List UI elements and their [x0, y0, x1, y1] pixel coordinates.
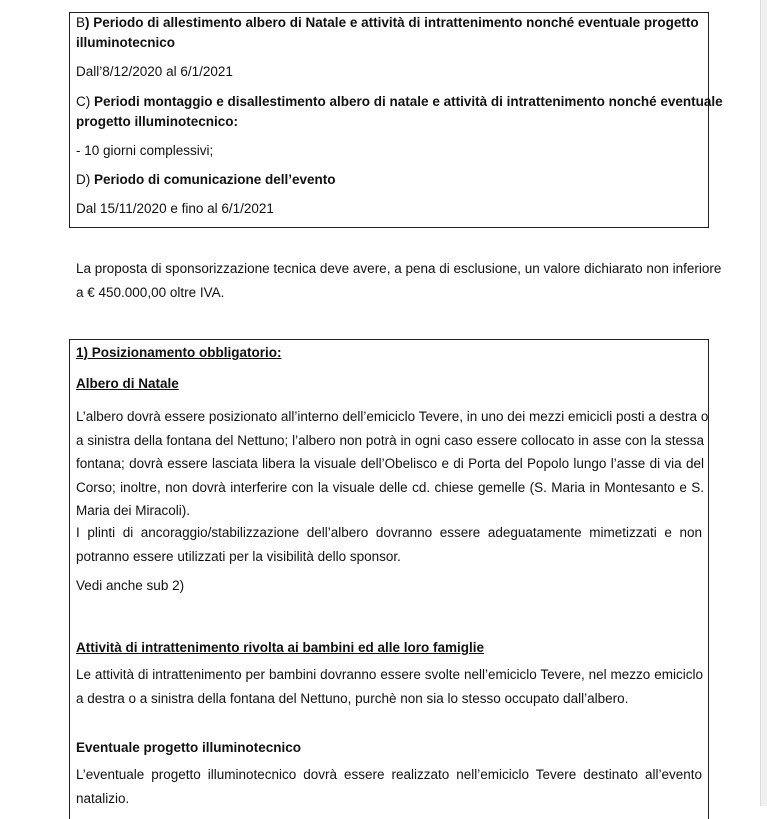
albero-paragraph-2 — [76, 521, 702, 568]
progetto-heading: Eventuale progetto illuminotecnico — [76, 740, 302, 755]
attivita-line: Le attività di intrattenimento per bambini dovranno essere svolte nell’emiciclo Tevere, nel mezzo emiciclo — [76, 667, 703, 682]
period-c-prefix: C) — [76, 94, 94, 109]
progetto-line: L’eventuale progetto illuminotecnico dovrà essere realizzato nell’emiciclo Tevere destinato all’evento — [76, 767, 702, 782]
period-b-title-text: ) Periodo di allestimento albero di Natale e attività di intrattenimento nonché eventuale progetto — [85, 15, 699, 30]
period-c-title-text: Periodi montaggio e disallestimento albero di natale e attività di intrattenimento nonché eventuale — [94, 94, 723, 109]
proposal-line-1: La proposta di sponsorizzazione tecnica deve avere, a pena di esclusione, un valore dichiarato non inferiore — [76, 261, 722, 276]
period-b-prefix: B — [76, 15, 86, 30]
attivita-paragraph — [76, 663, 703, 710]
period-d-title-text: Periodo di comunicazione dell’evento — [94, 172, 336, 187]
albero-p1-line: a sinistra della fontana del Nettuno; l’albero non potrà in ogni caso essere collocato in asse con la stessa — [76, 432, 704, 448]
viewer-edge — [760, 0, 767, 806]
progetto-line: natalizio. — [76, 790, 130, 806]
progetto-paragraph — [76, 763, 702, 810]
albero-p1-line: Maria dei Miracoli). — [76, 503, 191, 518]
period-c-item: - 10 giorni complessivi; — [76, 143, 214, 158]
albero-heading: Albero di Natale — [76, 376, 179, 391]
albero-p1-line: Corso; inoltre, non dovrà interferire con la visuale delle cd. chiese gemelle (S. Maria in Montesanto e S. — [76, 479, 704, 495]
albero-p1-line: fontana; dovrà essere lasciata libera la visuale dell’Obelisco e di Porta del Popolo lungo l’asse di via del — [76, 456, 704, 471]
vedi-anche: Vedi anche sub 2) — [76, 578, 185, 593]
period-b-dates: Dall’8/12/2020 al 6/1/2021 — [76, 64, 233, 79]
albero-p1-line: L’albero dovrà essere posizionato all’interno dell’emiciclo Tevere, in uno dei mezzi emicicli posti a destra o — [76, 409, 709, 424]
period-c-title-2: progetto illuminotecnico: — [76, 114, 238, 129]
proposal-line-2: a € 450.000,00 oltre IVA. — [76, 284, 225, 300]
positioning-heading: 1) Posizionamento obbligatorio: — [76, 345, 282, 360]
period-b-title-2: illuminotecnico — [76, 35, 176, 50]
attivita-line: a destra o a sinistra della fontana del Nettuno, purchè non sia lo stesso occupato dall’albero. — [76, 690, 629, 706]
albero-paragraph-1 — [76, 405, 709, 523]
albero-p2-line: potranno essere utilizzati per la visibilità dello sponsor. — [76, 548, 401, 564]
period-d-title — [76, 168, 336, 192]
albero-p2-line: I plinti di ancoraggio/stabilizzazione dell’albero dovranno essere adeguatamente mimetizzati e non — [76, 525, 702, 540]
attivita-heading: Attività di intrattenimento rivolta ai bambini ed alle loro famiglie — [76, 640, 485, 655]
proposal-paragraph — [76, 257, 722, 304]
period-d-dates: Dal 15/11/2020 e fino al 6/1/2021 — [76, 201, 274, 216]
period-d-prefix: D) — [76, 172, 94, 187]
